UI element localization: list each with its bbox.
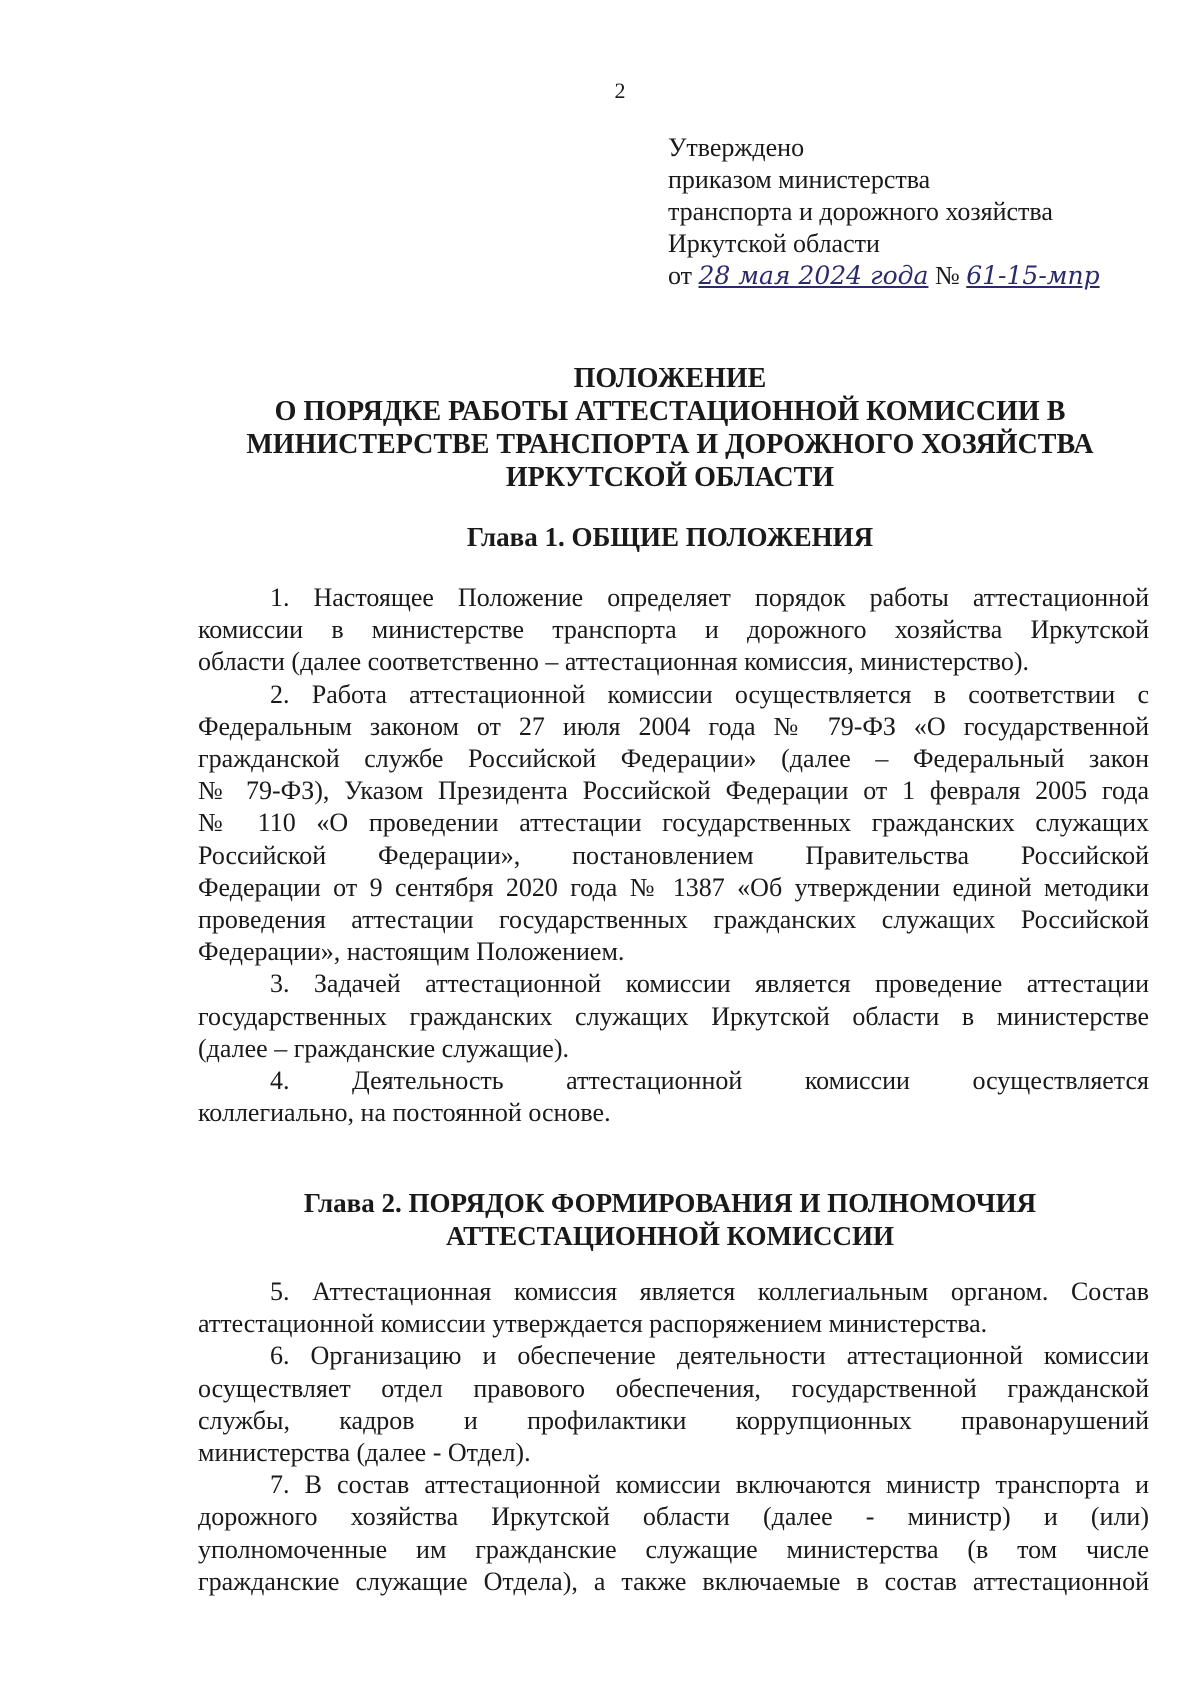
paragraph-2-line: № 79-ФЗ), Указом Президента Российской Федерации от 1 февраля 2005 года xyxy=(198,776,1149,806)
chapter-2-heading-line-1: Глава 2. ПОРЯДОК ФОРМИРОВАНИЯ И ПОЛНОМОЧИЯ xyxy=(303,1188,1037,1218)
paragraph-6-line: осуществляет отдел правового обеспечения, государственной гражданской xyxy=(198,1373,1149,1403)
paragraph-6-line: министерства (далее - Отдел). xyxy=(198,1438,531,1468)
chapter-1-body xyxy=(198,582,1149,1129)
paragraph-4-line: коллегиально, на постоянной основе. xyxy=(198,1098,611,1128)
paragraph-3-line: государственных гражданских служащих Иркутской области в министерстве xyxy=(198,1001,1149,1031)
paragraph-3-line: (далее – гражданские служащие). xyxy=(198,1033,569,1063)
approval-handwritten-date: 28 мая 2024 года xyxy=(698,261,929,290)
paragraph-1-line: области (далее соответственно – аттестационная комиссия, министерство). xyxy=(198,647,1030,677)
title-line-2: О ПОРЯДКЕ РАБОТЫ АТТЕСТАЦИОННОЙ КОМИССИИ В xyxy=(274,396,1066,427)
paragraph-7-line: 7. В состав аттестационной комиссии включаются министр транспорта и xyxy=(270,1470,1149,1500)
paragraph-2-line: Федерации», настоящим Положением. xyxy=(198,937,625,967)
paragraph-2-line: Федеральным законом от 27 июля 2004 года № 79-ФЗ «О государственной xyxy=(198,711,1149,741)
approval-line-2: приказом министерства xyxy=(668,165,931,194)
title-line-1: ПОЛОЖЕНИЕ xyxy=(573,363,767,394)
page-number: 2 xyxy=(614,78,626,103)
approval-stamp-block xyxy=(668,132,1100,292)
chapter-1-heading xyxy=(190,521,1150,554)
chapter-2-heading-line-2: АТТЕСТАЦИОННОЙ КОМИССИИ xyxy=(446,1221,894,1251)
approval-handwritten-number: 61-15-мпр xyxy=(966,261,1100,290)
paragraph-2-line: гражданской службе Российской Федерации» (далее – Федеральный закон xyxy=(198,744,1149,774)
paragraph-2-line: проведения аттестации государственных гражданских служащих Российской xyxy=(198,905,1149,935)
approval-date-prefix: от xyxy=(668,261,693,290)
paragraph-2-line: 2. Работа аттестационной комиссии осуществляется в соответствии с xyxy=(270,679,1149,709)
chapter-2-heading xyxy=(190,1187,1150,1253)
paragraph-5-line: аттестационной комиссии утверждается распоряжением министерства. xyxy=(198,1309,988,1339)
chapter-2-body xyxy=(198,1276,1149,1598)
paragraph-4-line: 4. Деятельность аттестационной комиссии осуществляется xyxy=(270,1066,1149,1096)
approval-date-line xyxy=(668,260,1100,292)
approval-line-1: Утверждено xyxy=(668,133,805,162)
paragraph-2-line: № 110 «О проведении аттестации государственных гражданских служащих xyxy=(198,808,1149,838)
paragraph-7-line: уполномоченные им гражданские служащие министерства (в том числе xyxy=(198,1534,1149,1564)
paragraph-6-line: службы, кадров и профилактики коррупционных правонарушений xyxy=(198,1405,1149,1435)
paragraph-7-line: гражданские служащие Отдела), а также включаемые в состав аттестационной xyxy=(198,1566,1149,1596)
title-line-3: МИНИСТЕРСТВЕ ТРАНСПОРТА И ДОРОЖНОГО ХОЗЯЙСТВА xyxy=(246,429,1094,460)
paragraph-2-line: Российской Федерации», постановлением Правительства Российской xyxy=(198,840,1149,870)
paragraph-1-line: комиссии в министерстве транспорта и дорожного хозяйства Иркутской xyxy=(198,615,1149,645)
paragraph-3-line: 3. Задачей аттестационной комиссии является проведение аттестации xyxy=(270,969,1149,999)
approval-number-sign: № xyxy=(934,261,960,290)
paragraph-1-line: 1. Настоящее Положение определяет порядок работы аттестационной xyxy=(270,583,1149,612)
approval-line-3: транспорта и дорожного хозяйства xyxy=(668,197,1053,226)
approval-line-4: Иркутской области xyxy=(668,229,880,258)
paragraph-2-line: Федерации от 9 сентября 2020 года № 1387 «Об утверждении единой методики xyxy=(198,872,1149,902)
document-title xyxy=(200,362,1140,494)
paragraph-7-line: дорожного хозяйства Иркутской области (далее - министр) и (или) xyxy=(198,1502,1149,1532)
paragraph-6-line: 6. Организацию и обеспечение деятельности аттестационной комиссии xyxy=(270,1341,1149,1371)
title-line-4: ИРКУТСКОЙ ОБЛАСТИ xyxy=(505,462,835,493)
chapter-1-heading-text: Глава 1. ОБЩИЕ ПОЛОЖЕНИЯ xyxy=(466,522,874,552)
paragraph-5-line: 5. Аттестационная комиссия является коллегиальным органом. Состав xyxy=(270,1277,1149,1306)
